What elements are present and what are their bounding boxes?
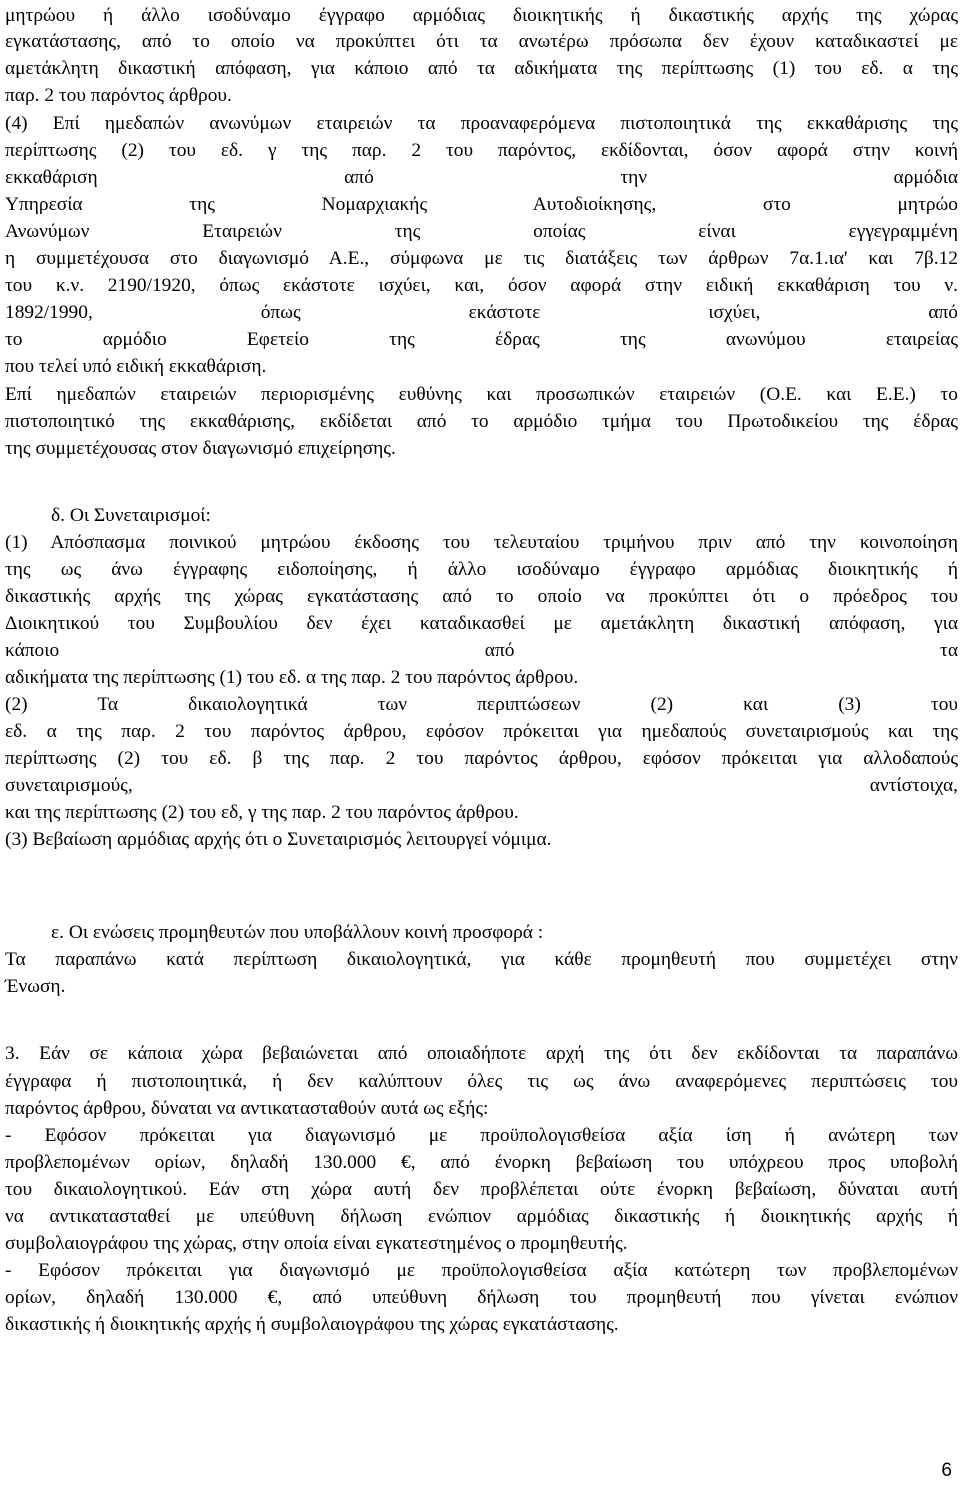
text-line: κάποιο από τα [5,640,958,661]
text-line: 3. Εάν σε κάποια χώρα βεβαιώνεται από οποιαδήποτε αρχή της ότι δεν εκδίδονται τα παραπάνω [5,1043,958,1064]
text-line: συνεταιρισμούς, αντίστοιχα, [5,775,958,796]
text-line: μητρώου ή άλλο ισοδύναμο έγγραφο αρμόδιας διοικητικής ή δικαστικής αρχής της χώρας [5,5,958,26]
text-line: Τα παραπάνω κατά περίπτωση δικαιολογητικά, για κάθε προμηθευτή που συμμετέχει στην [5,949,958,970]
text-line: αδικήματα της περίπτωσης (1) του εδ. α της παρ. 2 του παρόντος άρθρου. [5,667,579,688]
text-line: ορίων, δηλαδή 130.000 €, από υπεύθυνη δήλωση του προμηθευτή που γίνεται ενώπιον [5,1287,958,1308]
text-line: Διοικητικού του Συμβουλίου δεν έχει καταδικασθεί με αμετάκλητη δικαστική απόφαση, για [5,613,958,634]
text-line: το αρμόδιο Εφετείο της έδρας της ανωνύμου εταιρείας [5,329,958,350]
text-line: - Εφόσον πρόκειται για διαγωνισμό με προϋπολογισθείσα αξία κατώτερη των προβλεπομένων [5,1260,958,1281]
text-line: εγκατάστασης, από το οποίο να προκύπτει ότι τα ανωτέρω πρόσωπα δεν έχουν καταδικαστεί με [5,31,958,52]
text-line: που τελεί υπό ειδική εκκαθάριση. [5,356,267,377]
text-line: παρόντος άρθρου, δύναται να αντικατασταθούν αυτά ως εξής: [5,1098,489,1119]
text-line: περίπτωσης (2) του εδ. γ της παρ. 2 του παρόντος, εκδίδονται, όσον αφορά στην κοινή [5,140,958,161]
text-line: παρ. 2 του παρόντος άρθρου. [5,85,232,106]
text-line: Υπηρεσία της Νομαρχιακής Αυτοδιοίκησης, στο μητρώο [5,194,958,215]
text-line: του κ.ν. 2190/1920, όπως εκάστοτε ισχύει, και, όσον αφορά στην ειδική εκκαθάριση του ν. [5,275,958,296]
text-line: πιστοποιητικό της εκκαθάρισης, εκδίδεται από το αρμόδιο τμήμα του Πρωτοδικείου της έδρας [5,411,958,432]
text-line: - Εφόσον πρόκειται για διαγωνισμό με προϋπολογισθείσα αξία ίση ή ανώτερη των [5,1125,958,1146]
text-line: (4) Επί ημεδαπών ανωνύμων εταιρειών τα προαναφερόμενα πιστοποιητικά της εκκαθάρισης της [5,113,958,134]
text-line: συμβολαιογράφου της χώρας, στην οποία είναι εγκατεστημένος ο προμηθευτής. [5,1233,628,1254]
text-line: να αντικατασταθεί με υπεύθυνη δήλωση ενώπιον αρμόδιας δικαστικής ή διοικητικής αρχής ή [5,1206,958,1227]
text-line: 1892/1990, όπως εκάστοτε ισχύει, από [5,302,958,323]
text-line: περίπτωσης (2) του εδ. β της παρ. 2 του παρόντος άρθρου, εφόσον πρόκειται για αλλοδαπούς [5,748,958,769]
text-line: προβλεπομένων ορίων, δηλαδή 130.000 €, από ένορκη βεβαίωση του υπόχρεου προς υποβολή [5,1152,958,1173]
text-line: της ως άνω έγγραφης ειδοποίησης, ή άλλο ισοδύναμο έγγραφο αρμόδιας διοικητικής ή [5,559,958,580]
text-line: (2) Τα δικαιολογητικά των περιπτώσεων (2) και (3) του [5,694,958,715]
text-line: (3) Βεβαίωση αρμόδιας αρχής ότι ο Συνεταιρισμός λειτουργεί νόμιμα. [5,829,552,850]
text-line: της συμμετέχουσας στον διαγωνισμό επιχείρησης. [5,438,396,459]
text-line: έγγραφα ή πιστοποιητικά, ή δεν καλύπτουν όλες τις ως άνω αναφερόμενες περιπτώσεις του [5,1071,958,1092]
text-line: αμετάκλητη δικαστική απόφαση, για κάποιο από τα αδικήματα της περίπτωσης (1) του εδ. α της [5,58,958,79]
text-line: (1) Απόσπασμα ποινικού μητρώου έκδοσης του τελευταίου τριμήνου πριν από την κοινοποίηση [5,532,958,553]
text-line: εκκαθάριση από την αρμόδια [5,167,958,188]
text-line: Ένωση. [5,976,66,997]
text-line: εδ. α της παρ. 2 του παρόντος άρθρου, εφόσον πρόκειται για ημεδαπούς συνεταιρισμούς και της [5,721,958,742]
text-line: Επί ημεδαπών εταιρειών περιορισμένης ευθύνης και προσωπικών εταιρειών (Ο.Ε. και Ε.Ε.) το [5,384,958,405]
text-line: και της περίπτωσης (2) του εδ, γ της παρ. 2 του παρόντος άρθρου. [5,802,519,823]
text-line: δικαστικής αρχής της χώρας εγκατάστασης από το οποίο να προκύπτει ότι ο πρόεδρος του [5,586,958,607]
text-line: ε. Οι ενώσεις προμηθευτών που υποβάλλουν κοινή προσφορά : [51,922,544,943]
text-line: του δικαιολογητικού. Εάν στη χώρα αυτή δεν προβλέπεται ούτε ένορκη βεβαίωση, δύναται αυτή [5,1179,958,1200]
text-line: η συμμετέχουσα στο διαγωνισμό Α.Ε., σύμφωνα με τις διατάξεις των άρθρων 7α.1.ια' και 7β.12 [5,248,958,269]
text-line: Ανωνύμων Εταιρειών της οποίας είναι εγγεγραμμένη [5,221,958,242]
text-line: δ. Οι Συνεταιρισμοί: [51,505,211,526]
page-number: 6 [941,1460,952,1481]
text-line: δικαστικής ή διοικητικής αρχής ή συμβολαιογράφου της χώρας εγκατάστασης. [5,1314,619,1335]
